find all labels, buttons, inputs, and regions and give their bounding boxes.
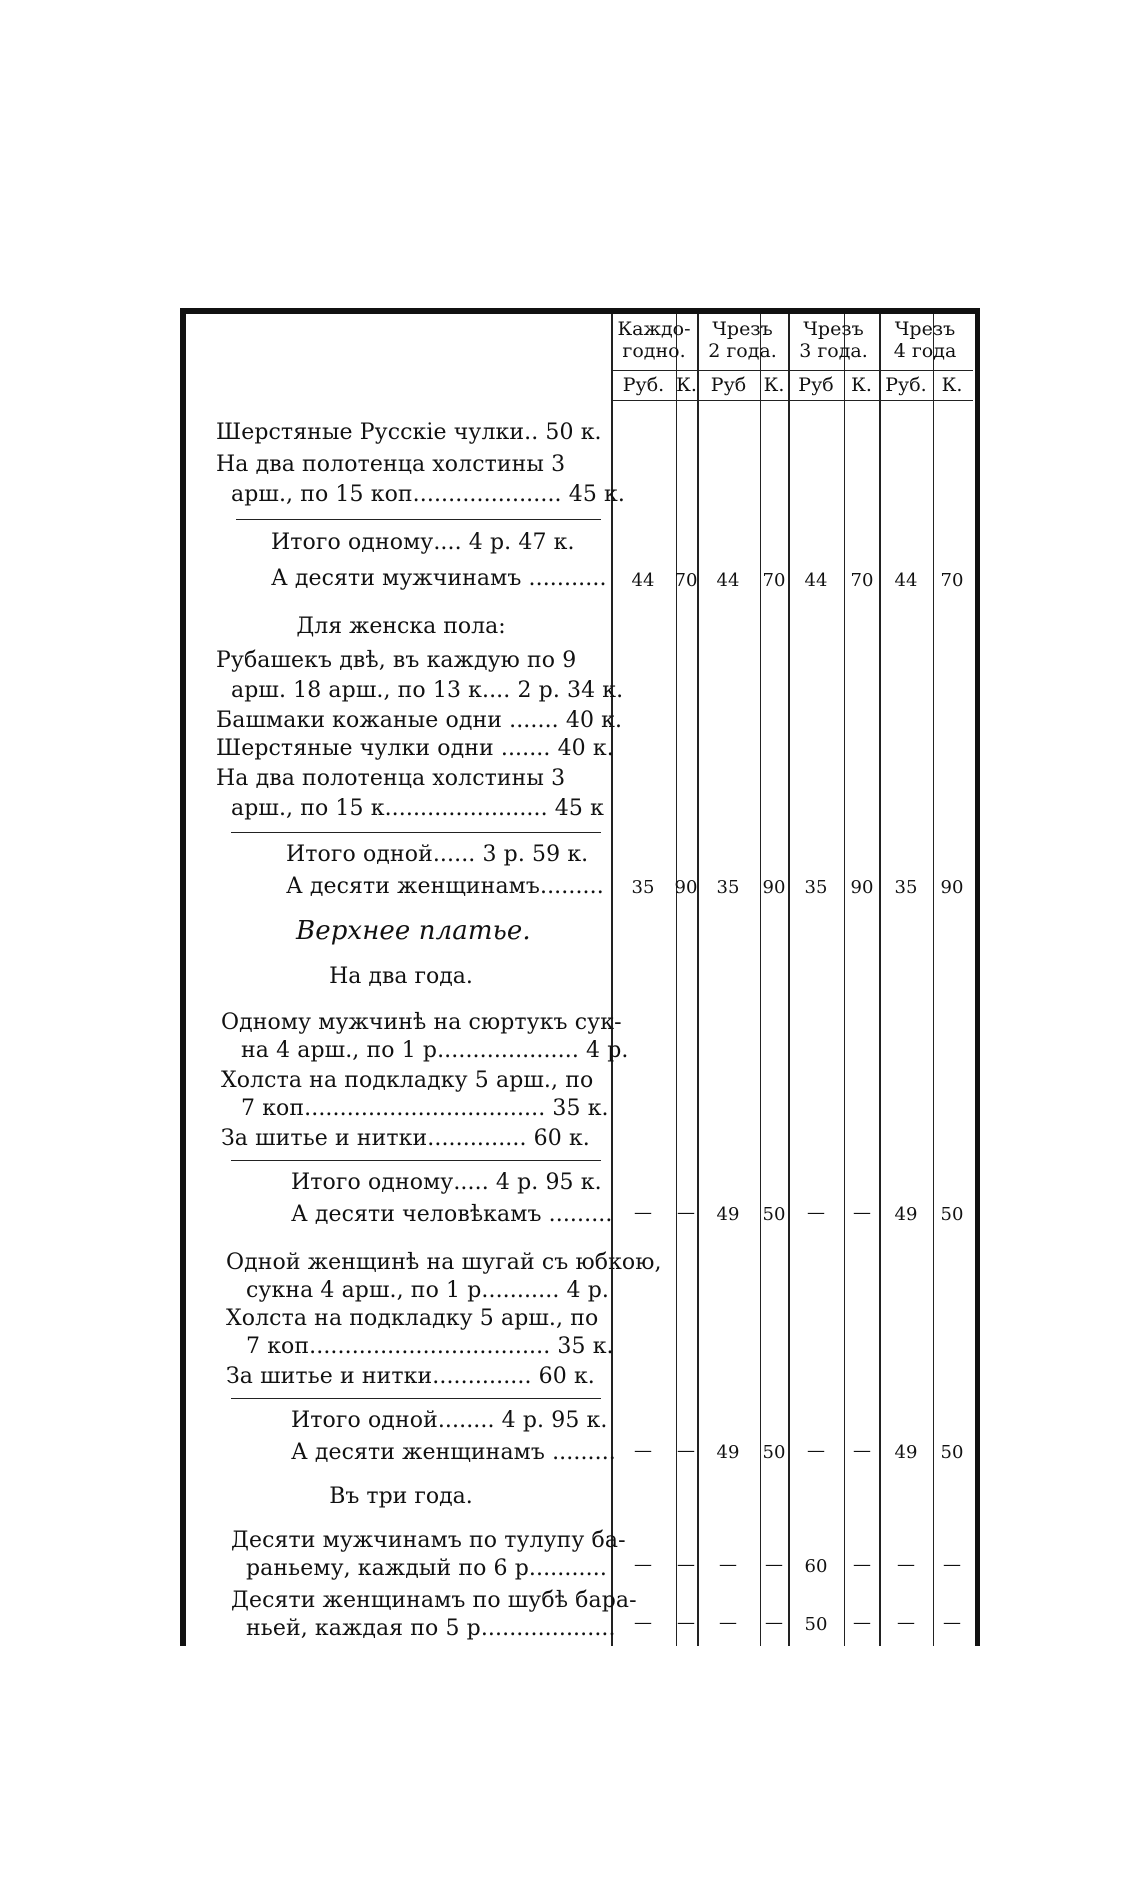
section-heading: Въ три года. xyxy=(329,1484,473,1509)
subheader-kop: К. xyxy=(763,374,785,396)
value-cell: — xyxy=(634,1202,652,1223)
value-cell: 49 xyxy=(716,1204,740,1225)
value-cell: — xyxy=(853,1202,871,1223)
value-cell: — xyxy=(853,1612,871,1633)
value-cell: — xyxy=(897,1612,915,1633)
item-line: На два полотенца холстины 3 xyxy=(216,452,566,477)
value-cell: 90 xyxy=(850,877,874,898)
value-cell: — xyxy=(677,1440,695,1461)
item-line: На два полотенца холстины 3 xyxy=(216,766,566,791)
total-line: А десяти мужчинамъ ........... xyxy=(271,566,607,591)
item-line: Десяти женщинамъ по шубѣ бара- xyxy=(231,1588,637,1613)
column-header-line: 4 года xyxy=(893,340,957,362)
value-cell: — xyxy=(634,1554,652,1575)
total-line: А десяти человѣкамъ ......... xyxy=(291,1202,613,1227)
value-cell: — xyxy=(943,1612,961,1633)
value-cell: 70 xyxy=(940,570,964,591)
subheader-rub: Руб. xyxy=(885,374,927,396)
value-cell: — xyxy=(634,1440,652,1461)
column-header-annual xyxy=(611,318,697,362)
value-cell: — xyxy=(853,1440,871,1461)
value-cell: — xyxy=(677,1612,695,1633)
total-line: А десяти женщинамъ......... xyxy=(286,874,604,899)
subheader-rub: Руб. xyxy=(622,374,665,396)
item-line: Башмаки кожаные одни ....... 40 к. xyxy=(216,708,623,733)
value-cell: — xyxy=(897,1554,915,1575)
value-cell: 44 xyxy=(894,570,918,591)
subheader-rub: Руб xyxy=(798,374,834,396)
value-cell: 35 xyxy=(894,877,918,898)
value-cell: 44 xyxy=(716,570,740,591)
value-cell: — xyxy=(765,1612,783,1633)
value-cell: 35 xyxy=(631,877,655,898)
subheader-rub: Руб xyxy=(710,374,747,396)
column-header-line: Чрезъ xyxy=(712,318,773,340)
value-cell: — xyxy=(853,1554,871,1575)
total-rule xyxy=(231,832,601,833)
column-header-line: 2 года. xyxy=(708,340,777,362)
value-cell: — xyxy=(677,1554,695,1575)
value-cell: 50 xyxy=(940,1204,964,1225)
item-line: Одному мужчинѣ на сюртукъ сук- xyxy=(221,1010,622,1035)
subtotal-line: Итого одной........ 4 р. 95 к. xyxy=(291,1408,608,1433)
item-line: Холста на подкладку 5 арш., по xyxy=(226,1306,599,1331)
value-cell: 90 xyxy=(940,877,964,898)
value-cell: 50 xyxy=(762,1204,786,1225)
subtotal-line: Итого одному..... 4 р. 95 к. xyxy=(291,1170,602,1195)
value-cell: 60 xyxy=(804,1556,828,1577)
item-line: ньей, каждая по 5 р................... xyxy=(246,1616,616,1641)
value-cell: — xyxy=(765,1554,783,1575)
section-heading-italic: Верхнее платье. xyxy=(296,916,531,946)
subheader-kop: К. xyxy=(851,374,872,396)
column-header-3-years xyxy=(788,318,879,362)
total-rule xyxy=(231,1398,601,1399)
value-cell: 49 xyxy=(894,1204,918,1225)
header-rule xyxy=(611,370,973,371)
header-rule xyxy=(611,400,973,401)
item-line: Шерстяные чулки одни ....... 40 к. xyxy=(216,736,614,761)
subheader-kop: К. xyxy=(941,374,963,396)
value-cell: — xyxy=(807,1440,825,1461)
value-cell: 35 xyxy=(716,877,740,898)
value-cell: 50 xyxy=(940,1442,964,1463)
subtotal-line: Итого одному.... 4 р. 47 к. xyxy=(271,530,575,555)
column-header-line: 3 года. xyxy=(799,340,868,362)
column-header-line: Чрезъ xyxy=(803,318,864,340)
item-line: За шитье и нитки.............. 60 к. xyxy=(226,1364,595,1389)
value-cell: 50 xyxy=(762,1442,786,1463)
section-heading: Для женска пола: xyxy=(296,614,506,639)
value-cell: 35 xyxy=(804,877,828,898)
item-line: сукна 4 арш., по 1 р........... 4 р. xyxy=(246,1278,609,1303)
item-line: 7 коп.................................. 35 к. xyxy=(241,1096,609,1121)
value-cell: — xyxy=(677,1202,695,1223)
ledger-page xyxy=(180,308,980,1646)
column-header-line: Чрезъ xyxy=(894,318,956,340)
item-line: Шерстяные Русскіе чулки.. 50 к. xyxy=(216,420,602,445)
item-line: на 4 арш., по 1 р.................... 4 р. xyxy=(241,1038,629,1063)
value-cell: — xyxy=(719,1612,737,1633)
item-line: За шитье и нитки.............. 60 к. xyxy=(221,1126,590,1151)
value-cell: 90 xyxy=(674,877,698,898)
value-cell: 70 xyxy=(850,570,874,591)
value-cell: 50 xyxy=(804,1614,828,1635)
value-cell: 49 xyxy=(894,1442,918,1463)
item-line: арш., по 15 к....................... 45 к xyxy=(231,796,604,821)
column-header-line: Каждо- xyxy=(617,318,691,340)
total-rule xyxy=(236,519,601,520)
value-cell: — xyxy=(943,1554,961,1575)
value-cell: — xyxy=(719,1554,737,1575)
value-cell: 49 xyxy=(716,1442,740,1463)
section-heading: На два года. xyxy=(329,964,473,989)
item-line: Холста на подкладку 5 арш., по xyxy=(221,1068,594,1093)
item-line: раньему, каждый по 6 р........... xyxy=(246,1556,607,1581)
value-cell: 44 xyxy=(631,570,655,591)
total-rule xyxy=(231,1160,601,1161)
item-line: Рубашекъ двѣ, въ каждую по 9 xyxy=(216,648,577,673)
item-line: Одной женщинѣ на шугай съ юбкою, xyxy=(226,1250,662,1275)
item-line: 7 коп.................................. 35 к. xyxy=(246,1334,614,1359)
value-cell: — xyxy=(634,1612,652,1633)
value-cell: — xyxy=(807,1202,825,1223)
value-cell: 44 xyxy=(804,570,828,591)
item-line: арш. 18 арш., по 13 к.... 2 р. 34 к. xyxy=(231,678,624,703)
total-line: А десяти женщинамъ ......... xyxy=(291,1440,616,1465)
value-cell: 70 xyxy=(674,570,698,591)
item-line: арш., по 15 коп..................... 45 к. xyxy=(231,482,625,507)
column-header-2-years xyxy=(697,318,788,362)
item-line: Десяти мужчинамъ по тулупу ба- xyxy=(231,1528,626,1553)
subtotal-line: Итого одной...... 3 р. 59 к. xyxy=(286,842,589,867)
value-cell: 90 xyxy=(762,877,786,898)
subheader-kop: К. xyxy=(676,374,697,396)
column-header-line: годно. xyxy=(622,340,686,362)
value-cell: 70 xyxy=(762,570,786,591)
column-header-4-years xyxy=(879,318,971,362)
